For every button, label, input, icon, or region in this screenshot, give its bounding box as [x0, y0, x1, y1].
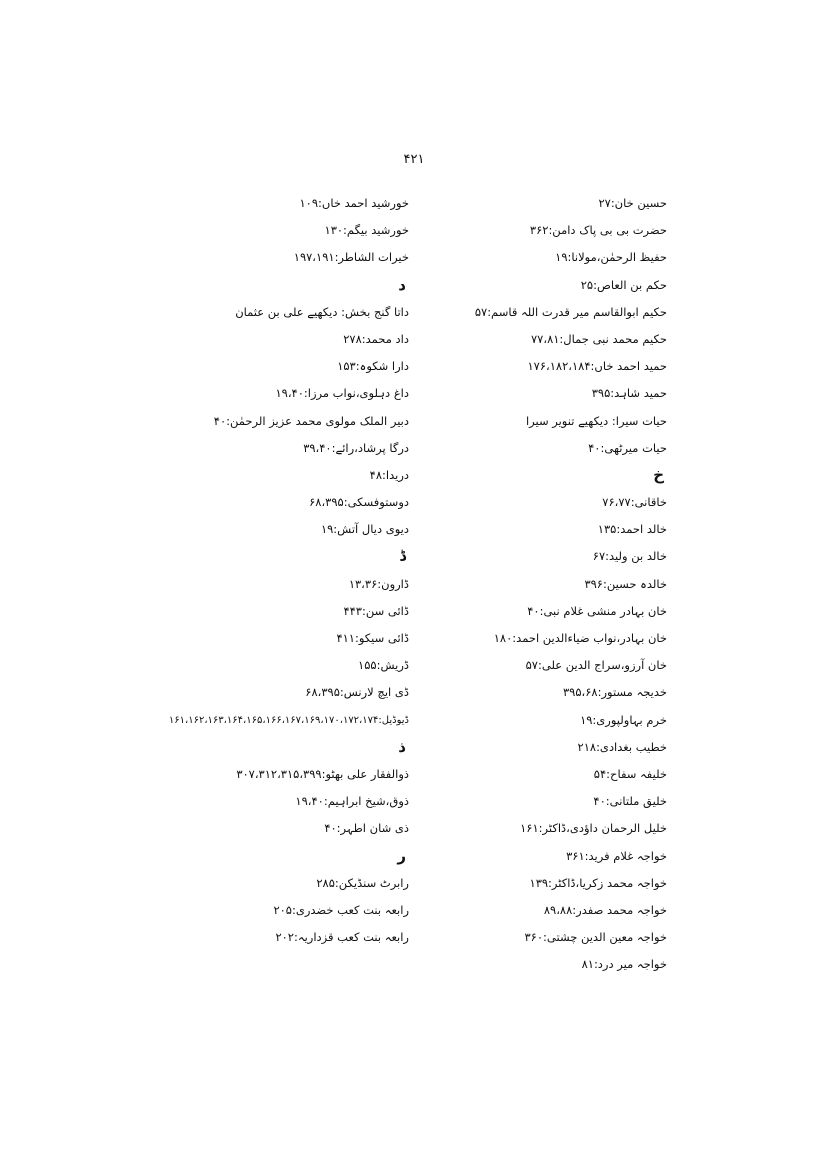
index-entry: خان بہادر،نواب ضیاءالدین احمد:۱۸۰ [493, 631, 667, 645]
index-entry: ڈریش:۱۵۵ [358, 658, 409, 673]
index-entry: داد محمد:۲۷۸ [343, 331, 409, 346]
index-entry: حکم بن العاص:۲۵ [580, 277, 667, 292]
index-entry: حسین خان:۲۷ [598, 196, 667, 210]
section-letter-heading: ذ [398, 737, 406, 756]
index-entry: حکیم محمد نبی جمال:۷۷،۸۱ [531, 331, 667, 346]
index-entry: حمید احمد خاں:۱۷۶،۱۸۲،۱۸۴ [527, 359, 667, 374]
index-entry: رابعہ بنت کعب قزداریہ:۲۰۲ [275, 930, 409, 945]
section-letter-heading: خ [653, 465, 664, 484]
index-entry: دارا شکوہ:۱۵۳ [337, 359, 409, 374]
index-entry: ڈیوڈیل:۱۶۱،۱۶۲،۱۶۳،۱۶۴،۱۶۵،۱۶۶،۱۶۷،۱۶۹،۱۷۰،۱۷۲،۱۷۴ [168, 714, 409, 726]
index-entry: خاقانی:۷۶،۷۷ [602, 495, 667, 510]
index-entry: دوستوفسکی:۶۸،۳۹۵ [309, 495, 409, 510]
index-entry: خیرات الشاطر:۱۹۷،۱۹۱ [293, 250, 409, 265]
index-entry: خواجہ میر درد:۸۱ [581, 957, 667, 972]
index-entry: حیات میرٹھی:۴۰ [588, 440, 667, 455]
index-entry: خرم بہاولپوری:۱۹ [580, 712, 667, 727]
section-letter-heading: ر [397, 846, 406, 865]
index-entry: داتا گنج بخش: دیکھیے علی بن عثمان [235, 304, 409, 319]
section-letter-heading: د [398, 275, 406, 294]
index-entry: خورشید احمد خاں:۱۰۹ [299, 196, 409, 210]
index-entry: خان آرزو،سراج الدین علی:۵۷ [525, 658, 667, 673]
index-entry: رابعہ بنت کعب خضدری:۲۰۵ [273, 902, 409, 917]
index-entry: حیات سیرا: دیکھیے تنویر سیرا [525, 413, 667, 428]
index-entry: خطیب بغدادی:۲۱۸ [577, 739, 667, 754]
index-entry: حکیم ابوالقاسم میر قدرت اللہ قاسم:۵۷ [474, 304, 667, 319]
page-number: ۴۲۱ [403, 152, 425, 167]
index-entry: ڈائی سن:۴۴۳ [343, 603, 409, 618]
index-entry: خواجہ معین الدین چشتی:۳۶۰ [524, 930, 667, 945]
index-entry: حضرت بی بی پاک دامن:۳۶۲ [529, 223, 667, 238]
index-entry: خان بہادر منشی غلام نبی:۴۰ [527, 603, 667, 618]
index-entry: ذی شان اطہر:۴۰ [324, 821, 409, 836]
index-entry: خورشید بیگم:۱۳۰ [324, 223, 409, 238]
index-entry: حفیظ الرحمٰن،مولانا:۱۹ [555, 250, 667, 265]
index-entry: ڈی ایچ لارنس:۶۸،۳۹۵ [305, 685, 409, 700]
index-entry: ڈارون:۱۳،۳۶ [348, 576, 409, 591]
index-entry: ذوق،شیخ ابراہیم:۱۹،۴۰ [295, 794, 409, 809]
index-entry: حمید شاہد:۳۹۵ [591, 386, 667, 401]
index-entry: خالدہ حسین:۳۹۶ [584, 576, 667, 591]
index-entry: ذوالفقار علی بھٹو:۳۰۷،۳۱۲،۳۱۵،۳۹۹ [236, 766, 409, 781]
index-entry: خالد احمد:۱۳۵ [597, 522, 667, 537]
index-entry: خواجہ غلام فرید:۳۶۱ [566, 848, 667, 863]
index-entry: خلیق ملتانی:۴۰ [593, 794, 667, 809]
index-entry: خالد بن ولید:۶۷ [592, 549, 667, 564]
index-entry: ڈائی سیکو:۴۱۱ [336, 631, 409, 645]
index-entry: خواجہ محمد صفدر:۸۹،۸۸ [543, 902, 667, 917]
index-entry: خدیجہ مستور:۳۹۵،۶۸ [562, 685, 667, 700]
section-letter-heading: ڈ [399, 547, 406, 566]
index-entry: دریدا:۴۸ [369, 467, 409, 482]
index-entry: دیوی دیال آتش:۱۹ [320, 522, 409, 537]
index-entry: خواجہ محمد زکریا،ڈاکٹر:۱۳۹ [529, 875, 667, 890]
index-entry: دبیر الملک مولوی محمد عزیز الرحمٰن:۴۰ [213, 413, 409, 428]
index-entry: خلیفہ سفاح:۵۴ [593, 766, 667, 781]
index-entry: داغ دہلوی،نواب مرزا:۱۹،۴۰ [275, 386, 409, 401]
index-entry: درگا پرشاد،رائے:۳۹،۴۰ [303, 440, 409, 455]
index-entry: رابرٹ سنڈیکن:۲۸۵ [316, 875, 409, 890]
index-column-left [0, 190, 409, 951]
index-entry: خلیل الرحمان داؤدی،ڈاکٹر:۱۶۱ [520, 821, 667, 836]
